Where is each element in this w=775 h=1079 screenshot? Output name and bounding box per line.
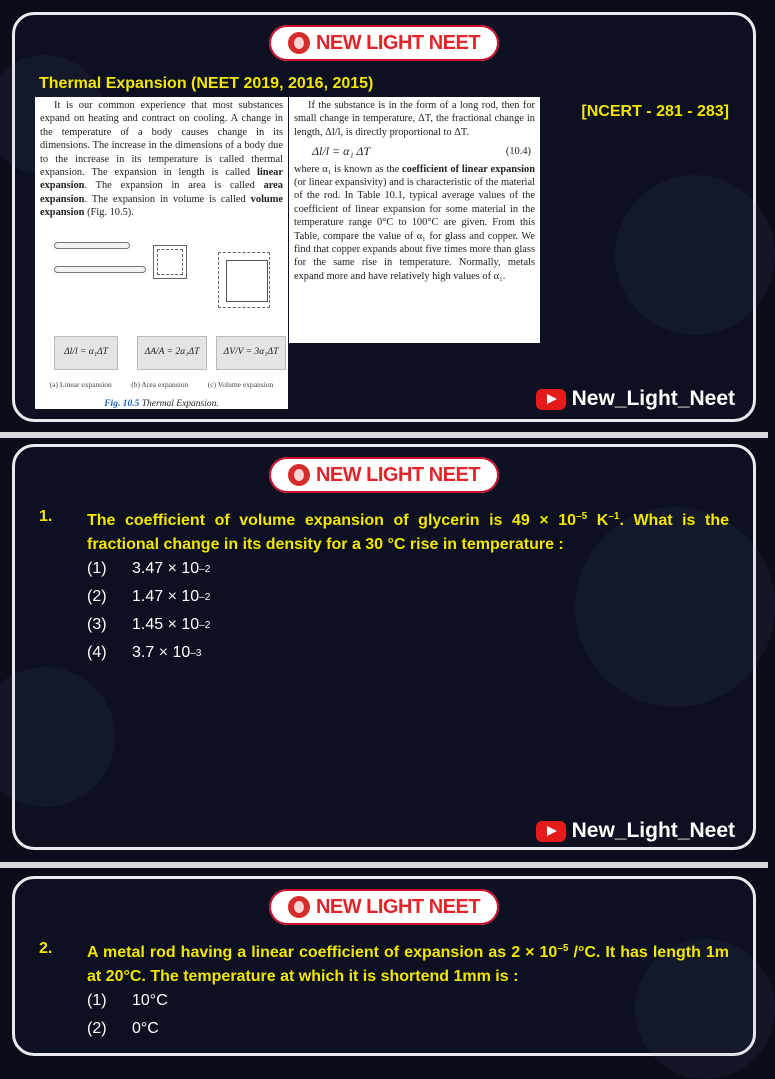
bold-term: volume expansion (40, 193, 283, 219)
question-number: 2. (39, 940, 53, 957)
caption-volume: (c) Volume expansion (207, 379, 274, 389)
slide-divider (0, 432, 768, 438)
textbook-excerpt-right (289, 97, 540, 343)
option[interactable]: (1) 3.47 × 10 –2 (87, 560, 211, 577)
ncert-reference: [NCERT - 281 - 283] (581, 103, 729, 120)
logo-text: NEW LIGHT NEET (315, 463, 481, 486)
equation-row (312, 145, 531, 158)
channel-name: New_Light_Neet (571, 819, 735, 842)
answer-options (87, 987, 168, 1043)
formula-area: ΔA/A = 2α₁ΔT (137, 336, 207, 370)
youtube-channel[interactable] (536, 819, 735, 843)
youtube-icon (536, 389, 566, 410)
logo-icon (288, 32, 310, 54)
option[interactable]: (1) 10°C (87, 992, 168, 1009)
slide-theory (12, 12, 756, 422)
question-text: The coefficient of volume expansion of glycerin is $49 \times 10^{-5}$ $K^{-1}$. What is the fractional change in its density for a 30 °C rise in temperature : (87, 511, 730, 553)
question-number: 1. (39, 508, 53, 525)
text-run: . The expansion in volume is called (84, 193, 251, 205)
question (39, 937, 729, 989)
figure-label: Fig. 10.5 (104, 398, 140, 409)
section-title: Thermal Expansion (NEET 2019, 2016, 2015) (39, 75, 374, 92)
textbook-paragraph (294, 163, 535, 284)
caption-linear: (a) Linear expansion (49, 379, 112, 389)
figure-caption (40, 398, 283, 411)
bold-term: linear expansion (40, 167, 283, 192)
textbook-paragraph (40, 99, 283, 220)
text-run: It is our common experience that most substances expand on heating and contract on cooling. A change in the temperature of a body causes change in its dimensions. The increase in the dimensions of a body due to the increase in its temperature is called thermal expansion. The expansion in length is called (40, 100, 283, 179)
equation-number: (10.4) (505, 146, 531, 158)
answer-options (87, 555, 210, 667)
caption-area: (b) Area expansion (131, 379, 189, 389)
youtube-channel[interactable] (536, 387, 735, 411)
slide-question-1 (12, 444, 756, 850)
youtube-icon (536, 821, 566, 842)
text-run: where α₁ is known as the (294, 163, 403, 175)
textbook-intro: If the substance is in the form of a long rod, then for small change in temperature, ΔT, the fractional change in length, Δl/l, is directly proportional to ΔT. (294, 100, 535, 138)
rod-after (54, 266, 146, 273)
background-decoration (0, 667, 115, 807)
background-decoration (615, 175, 775, 335)
figure-title: Thermal Expansion. (141, 398, 219, 409)
brand-logo (269, 457, 499, 493)
logo-icon (288, 464, 310, 486)
option[interactable]: (2) 1.47 × 10 –2 (87, 588, 211, 605)
text-run: . The expansion in area is called (84, 180, 264, 192)
option[interactable]: (3) 1.45 × 10 –2 (87, 616, 211, 633)
cube-original (226, 260, 268, 302)
brand-logo (269, 25, 499, 61)
brand-logo (269, 889, 499, 925)
option[interactable]: (2) 0°C (87, 1020, 159, 1037)
figure-thermal-expansion (40, 240, 283, 390)
option[interactable]: (4) 3.7 × 10 –3 (87, 644, 202, 661)
logo-text: NEW LIGHT NEET (315, 895, 481, 918)
question-text: A metal rod having a linear coefficient of expansion as $2 \times 10^{-5}$ /°C. It has length 1m at 20°C. The temperature at which it is shortend 1mm is : (87, 943, 730, 985)
equation: Δl/l = α₁ ΔT (312, 144, 371, 159)
formula-linear: Δl/l = α₁ΔT (54, 336, 118, 370)
channel-name: New_Light_Neet (571, 387, 735, 410)
slide-question-2 (12, 876, 756, 1056)
textbook-excerpt-left (35, 97, 288, 409)
bold-term: coefficient of linear expansion (402, 163, 535, 175)
logo-icon (288, 896, 310, 918)
text-run: (or linear expansivity) and is characteristic of the material of the rod. In Table 10.1, typical average values of the coefficient of linear expansion for some material in the temperature range 0°C to 100°C are given. From this Table, compare the value of α₁ for glass and copper. We find that copper expands about five times more than glass for the same rise in temperature. Normally, metals expand more and have relatively high values of α₁. (294, 177, 535, 282)
bold-term: area expansion (40, 180, 283, 205)
rod-before (54, 242, 130, 249)
area-square-after (157, 249, 183, 275)
text-run: (Fig. 10.5). (84, 207, 134, 219)
logo-text: NEW LIGHT NEET (315, 31, 481, 54)
formula-volume: ΔV/V = 3α₁ΔT (216, 336, 286, 370)
slide-divider (0, 862, 768, 868)
question (39, 505, 729, 557)
